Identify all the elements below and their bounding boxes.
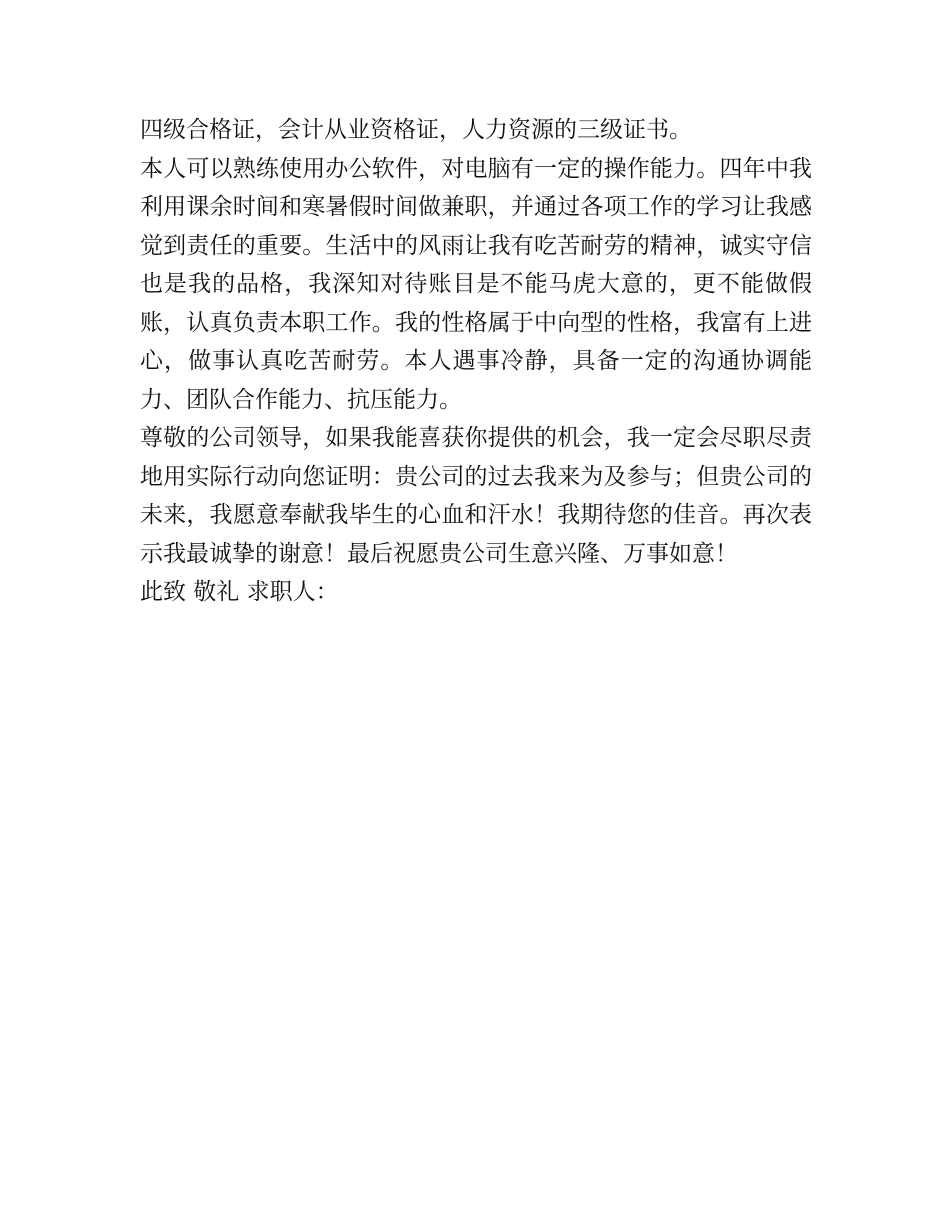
paragraph-skills: 本人可以熟练使用办公软件，对电脑有一定的操作能力。四年中我利用课余时间和寒暑假时间做兼职，并通过各项工作的学习让我感觉到责任的重要。生活中的风雨让我有吃苦耐劳的精神，诚实守信也是我的品格，我深知对待账目是不能马虎大意的，更不能做假账，认真负责本职工作。我的性格属于中向型的性格，我富有上进心，做事认真吃苦耐劳。本人遇事冷静，具备一定的沟通协调能力、团队合作能力、抗压能力。: [140, 155, 812, 413]
paragraph-certificates: 四级合格证，会计从业资格证，人力资源的三级证书。: [140, 117, 692, 143]
paragraph-closing: 此致 敬礼 求职人：: [140, 579, 339, 605]
document-body: [140, 111, 812, 612]
paragraph-request: 尊敬的公司领导，如果我能喜获你提供的机会，我一定会尽职尽责地用实际行动向您证明：贵公司的过去我来为及参与；但贵公司的未来，我愿意奉献我毕生的心血和汗水！我期待您的佳音。再次表示我最诚挚的谢意！最后祝愿贵公司生意兴隆、万事如意！: [140, 425, 812, 567]
